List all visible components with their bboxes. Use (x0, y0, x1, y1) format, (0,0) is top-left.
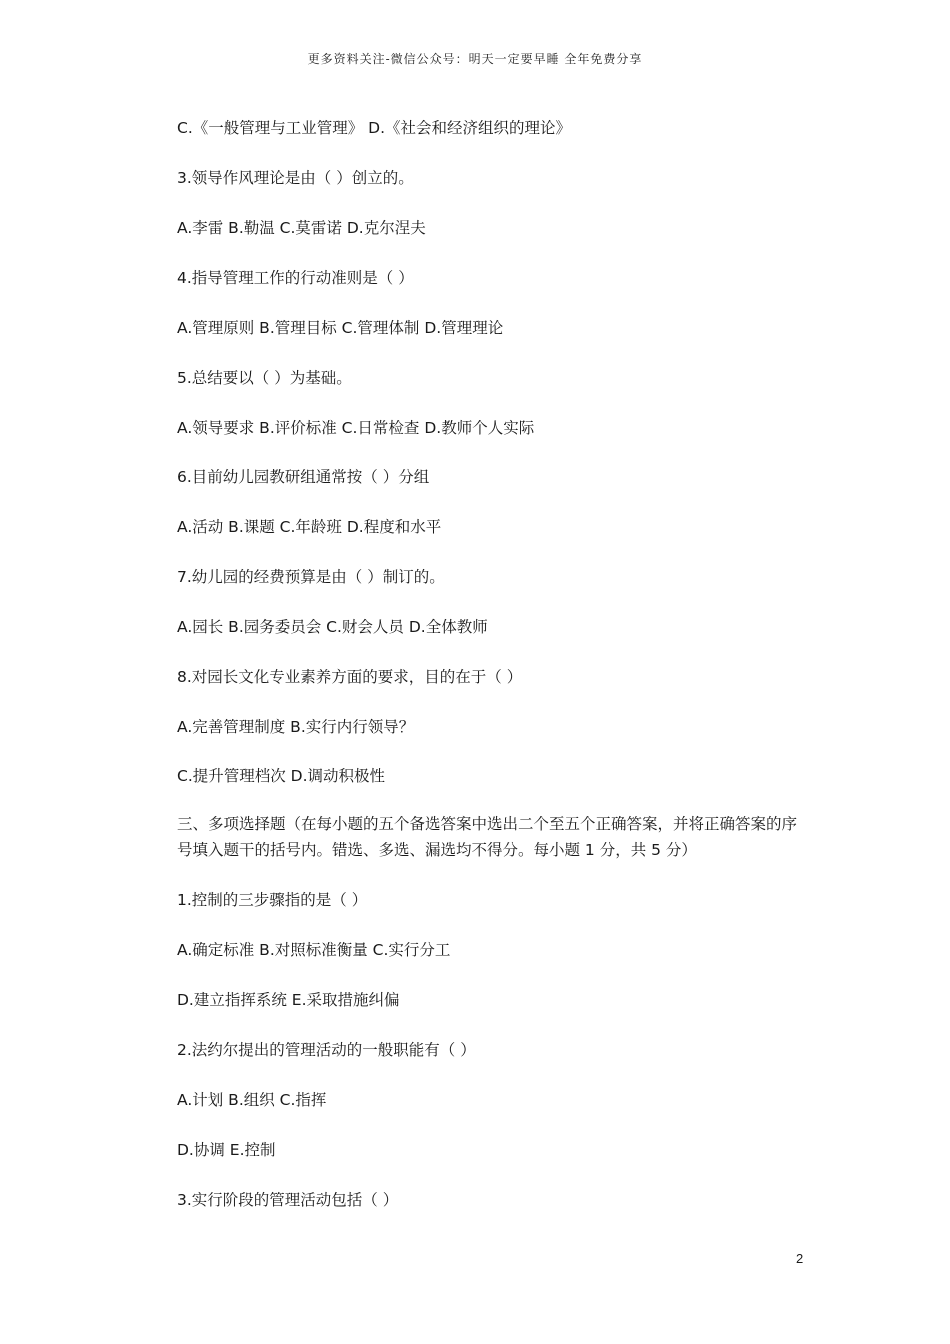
text-line: A.计划 B.组织 C.指挥 (177, 1091, 327, 1109)
text-line: 2.法约尔提出的管理活动的一般职能有（ ） (177, 1041, 476, 1059)
text-line: 1.控制的三步骤指的是（ ） (177, 891, 368, 909)
text-line: A.管理原则 B.管理目标 C.管理体制 D.管理理论 (177, 319, 504, 337)
section-heading-text: 三、多项选择题（在每小题的五个备选答案中选出二个至五个正确答案，并将正确答案的序号填入题干的括号内。错选、多选、漏选均不得分。每小题 1 分，共 5 分） (177, 815, 798, 859)
text-line: A.活动 B.课题 C.年龄班 D.程度和水平 (177, 518, 442, 536)
text-line: A.确定标准 B.对照标准衡量 C.实行分工 (177, 941, 451, 959)
text-line: A.园长 B.园务委员会 C.财会人员 D.全体教师 (177, 618, 488, 636)
text-line: A.完善管理制度 B.实行内行领导？ (177, 718, 415, 736)
page-header: 更多资料关注-微信公众号：明天一定要早睡 全年免费分享 (307, 52, 643, 66)
text-line: A.领导要求 B.评价标准 C.日常检查 D.教师个人实际 (177, 419, 535, 437)
text-line: D.建立指挥系统 E.采取措施纠偏 (177, 991, 400, 1009)
text-line: C.提升管理档次 D.调动积极性 (177, 767, 386, 785)
text-line: 3.领导作风理论是由（ ）创立的。 (177, 169, 414, 187)
text-line: A.李雷 B.勒温 C.莫雷诺 D.克尔涅夫 (177, 219, 426, 237)
page-number: 2 (796, 1251, 804, 1266)
text-line: 3.实行阶段的管理活动包括（ ） (177, 1191, 399, 1209)
text-line: 4.指导管理工作的行动准则是（ ） (177, 269, 414, 287)
text-line: 5.总结要以（ ）为基础。 (177, 369, 352, 387)
text-line: D.协调 E.控制 (177, 1141, 276, 1159)
text-line: 8.对园长文化专业素养方面的要求，目的在于（ ） (177, 668, 523, 686)
text-line: 7.幼儿园的经费预算是由（ ）制订的。 (177, 568, 445, 586)
text-line: 6.目前幼儿园教研组通常按（ ）分组 (177, 468, 430, 486)
section-heading (146, 811, 810, 863)
text-line: C.《一般管理与工业管理》 D.《社会和经济组织的理论》 (177, 119, 572, 137)
